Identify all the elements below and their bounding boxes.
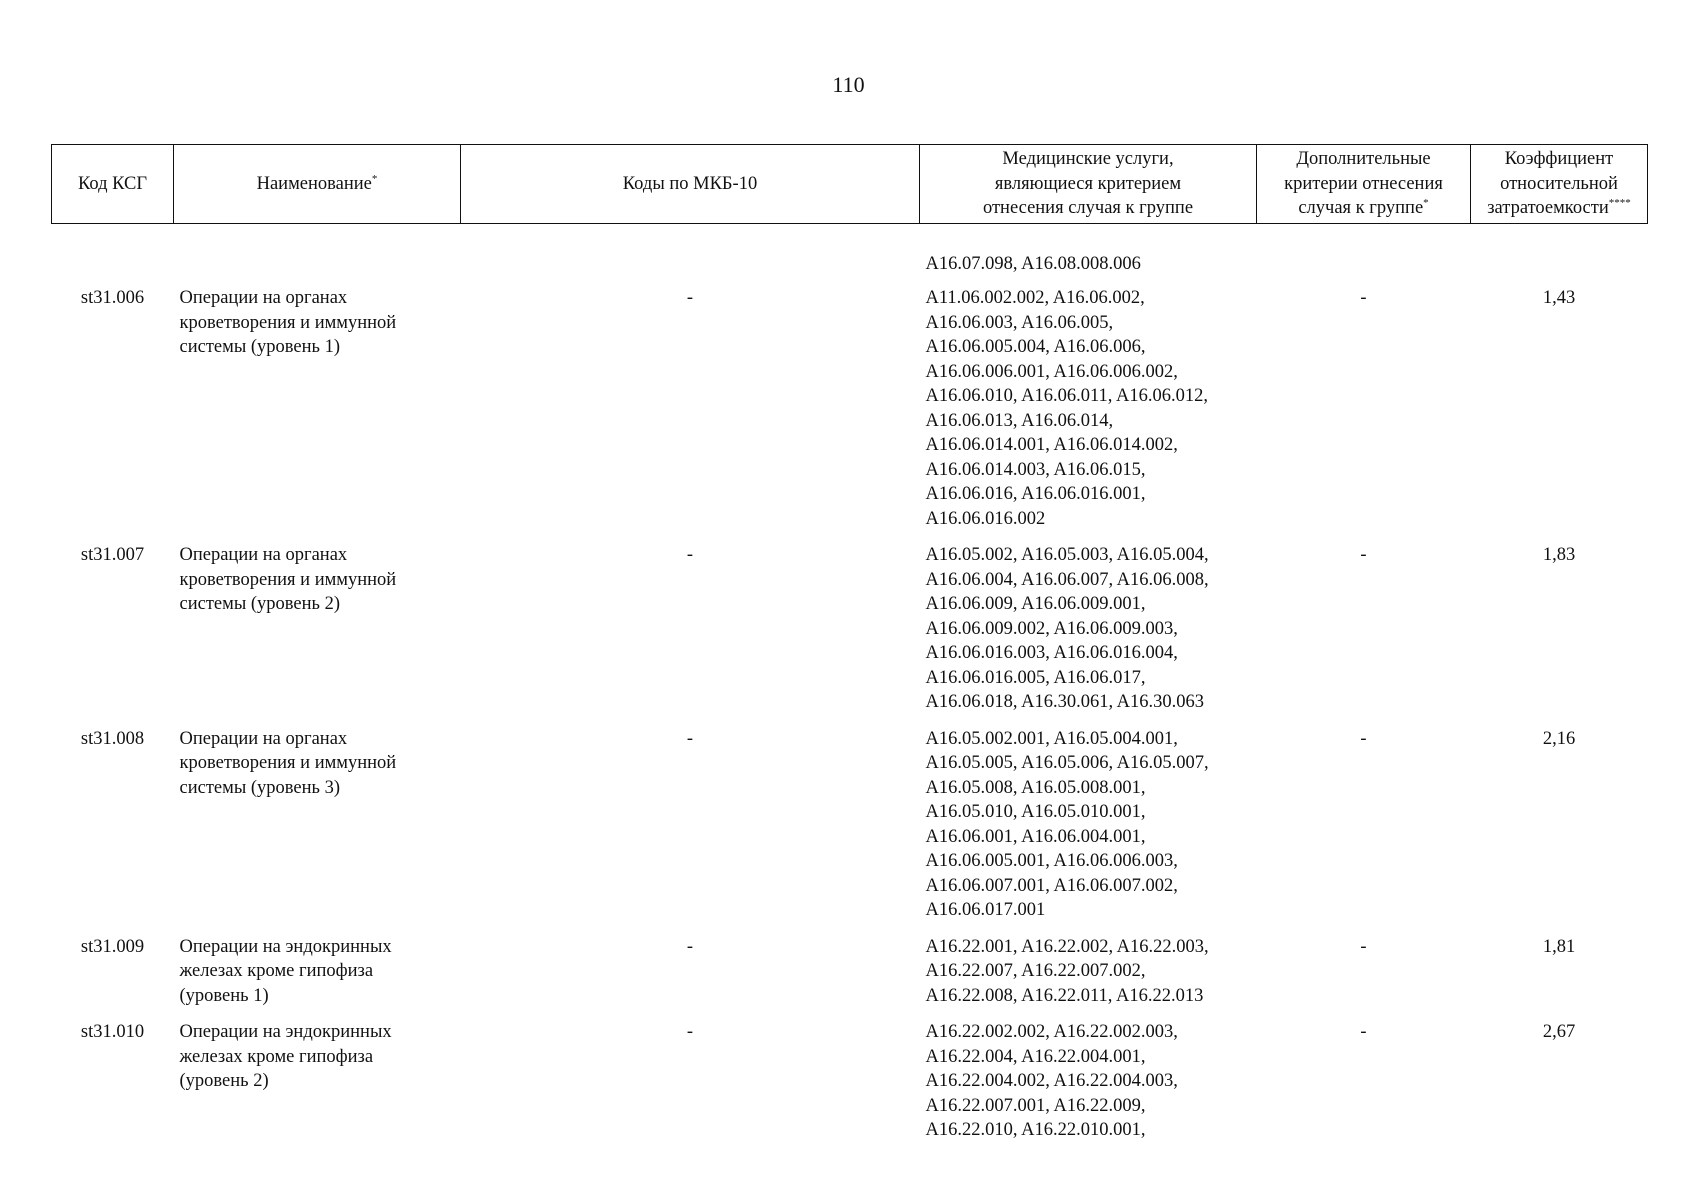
services-cell: A16.05.002, A16.05.003, A16.05.004, A16.06.004, A16.06.007, A16.06.008, A16.06.009, A16.06.009.001, A16.06.009.002, A16.06.009.003, A16.06.016.003, A16.06.016.004, A16.06.016.005, A16.06.017, A16.06.018, A16.30.061, A16.30.063: [925, 545, 1209, 712]
mkb-cell: -: [686, 288, 694, 308]
header-code: Код КСГ: [52, 145, 174, 224]
name-cell: Операции на эндокринных железах кроме гипофиза (уровень 2): [179, 1022, 392, 1091]
services-cell: A16.22.002.002, A16.22.002.003, A16.22.004, A16.22.004.001, A16.22.004.002, A16.22.004.003, A16.22.007.001, A16.22.009, A16.22.010, A16.22.010.001,: [925, 1022, 1178, 1140]
header-name: Наименование*: [174, 145, 461, 224]
coefficient-cell: 2,67: [1542, 1022, 1576, 1042]
name-cell: Операции на органах кроветворения и иммунной системы (уровень 1): [179, 288, 397, 357]
name-cell: Операции на органах кроветворения и иммунной системы (уровень 2): [179, 545, 397, 614]
header-name-footnote-mark: *: [371, 172, 378, 185]
ksg-code-cell: st31.010: [80, 1022, 145, 1042]
table-row: [52, 531, 1648, 715]
header-coef-footnote-mark: ****: [1608, 196, 1631, 209]
header-coefficient: Коэффициент относительной затратоемкости****: [1471, 145, 1648, 224]
extra-criteria-cell: -: [1360, 288, 1367, 308]
services-cell: A16.05.002.001, A16.05.004.001, A16.05.005, A16.05.006, A16.05.007, A16.05.008, A16.05.008.001, A16.05.010, A16.05.010.001, A16.06.001, A16.06.004.001, A16.06.005.001, A16.06.006.003, A16.06.007.001, A16.06.007.002, A16.06.017.001: [925, 728, 1209, 920]
ksg-code-cell: st31.006: [80, 288, 145, 308]
mkb-cell: -: [686, 728, 694, 749]
coefficient-cell: 2,16: [1542, 728, 1576, 749]
ksg-code-cell: st31.007: [80, 545, 145, 565]
extra-criteria-cell: -: [1360, 728, 1367, 749]
ksg-code-cell: st31.008: [80, 728, 145, 749]
table-header: [52, 145, 1648, 224]
table-row: [52, 715, 1648, 923]
extra-criteria-cell: -: [1360, 545, 1367, 565]
extra-criteria-cell: -: [1360, 1022, 1367, 1042]
coefficient-cell: 1,43: [1542, 288, 1576, 308]
services-cell: A16.07.098, A16.08.008.006: [925, 253, 1141, 274]
mkb-cell: -: [686, 936, 694, 957]
header-extra-criteria: Дополнительные критерии отнесения случая к группе*: [1257, 145, 1471, 224]
table-body: [52, 223, 1648, 1143]
services-cell: A11.06.002.002, A16.06.002, A16.06.003, A16.06.005, A16.06.005.004, A16.06.006, A16.06.006.001, A16.06.006.002, A16.06.010, A16.06.011, A16.06.012, A16.06.013, A16.06.014, A16.06.014.001, A16.06.014.002, A16.06.014.003, A16.06.015, A16.06.016, A16.06.016.001, A16.06.016.002: [925, 288, 1208, 529]
mkb-cell: -: [686, 545, 694, 565]
header-extra-footnote-mark: *: [1423, 196, 1429, 209]
table-row: [52, 1008, 1648, 1143]
coefficient-cell: 1,81: [1542, 936, 1576, 957]
header-mkb: Коды по МКБ-10: [461, 145, 920, 224]
table-row-continuation: [52, 223, 1648, 276]
coefficient-cell: 1,83: [1542, 545, 1576, 565]
name-cell: Операции на органах кроветворения и иммунной системы (уровень 3): [179, 728, 397, 798]
services-cell: A16.22.001, A16.22.002, A16.22.003, A16.22.007, A16.22.007.002, A16.22.008, A16.22.011, A16.22.013: [925, 936, 1209, 1006]
extra-criteria-cell: -: [1360, 936, 1367, 957]
mkb-cell: -: [686, 1022, 694, 1042]
page-number: 110: [832, 72, 865, 97]
ksg-table: [51, 144, 1648, 1143]
ksg-code-cell: st31.009: [80, 936, 145, 957]
table-row: [52, 276, 1648, 531]
name-cell: Операции на эндокринных железах кроме гипофиза (уровень 1): [179, 936, 392, 1006]
header-services: Медицинские услуги, являющиеся критерием отнесения случая к группе: [920, 145, 1257, 224]
table-row: [52, 923, 1648, 1009]
